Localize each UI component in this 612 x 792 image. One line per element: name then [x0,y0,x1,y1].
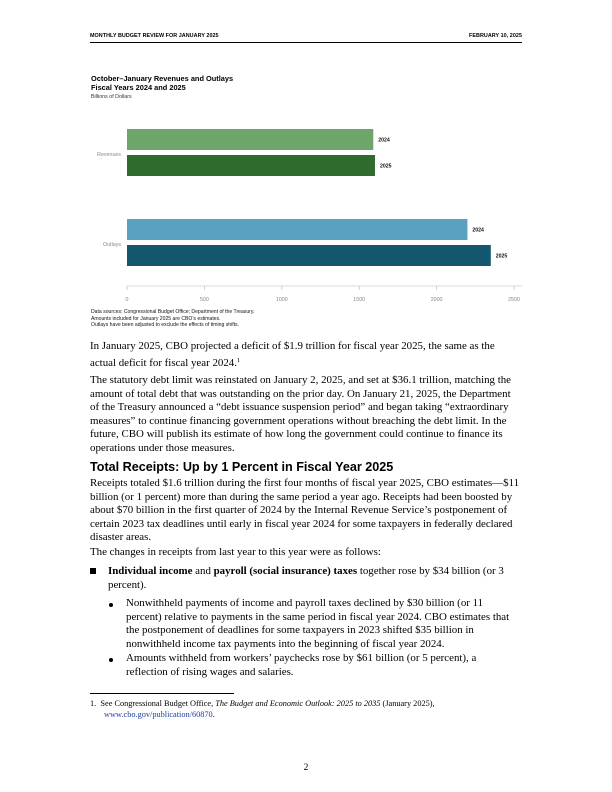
bar-revenues-2024 [127,129,373,150]
square-bullet-icon [90,565,98,573]
bar-revenues-2025 [127,155,375,176]
x-tick-label: 500 [199,297,209,303]
chart-source-line3: Outlays have been adjusted to exclude the effects of timing shifts. [91,322,239,329]
footnote [90,698,522,720]
round-bullet-icon [109,658,113,662]
bar-label-outlays-2024: 2024 [472,227,484,234]
footnote-title: The Budget and Economic Outlook: 2025 to 2035 [215,699,381,708]
bar-outlays-2024 [127,219,467,240]
paragraph-deficit [90,340,522,370]
paragraph-receipts [90,477,522,545]
bar-label-revenues-2025: 2025 [379,163,392,170]
bar-outlays-2025 [127,245,491,266]
x-tick-label: 0 [125,297,129,303]
paragraph-debt-limit [90,374,522,456]
running-header-date: FEBRUARY 10, 2025 [469,33,522,39]
section-heading: Total Receipts: Up by 1 Percent in Fiscal Year 2025 [90,460,394,474]
footnote-number: 1. [90,699,97,708]
chart-unit-label: Billions of Dollars [91,94,132,100]
bar-label-outlays-2025: 2025 [495,253,508,260]
round-bullet-icon [109,603,113,607]
footnote-link[interactable]: www.cbo.gov/publication/60870 [104,710,213,720]
footnote-rule [90,693,234,694]
footnote-post: (January 2025), [380,699,435,708]
sub-bullet-nonwithheld-text: Nonwithheld payments of income and payroll taxes declined by $30 billion (or 11 percent) relative to payments in the same period in fiscal year 2024. CBO estimates that the postponement of deadlines for some taxpayers in 2023 shifted $35 billion in nonwithheld income tax payments into the beginning of fiscal year 2024. [126,597,510,650]
chart-title-line2: Fiscal Years 2024 and 2025 [91,83,186,93]
sub-bullet-withheld-text: Amounts withheld from workers’ paychecks rose by $61 billion (or 5 percent), a reflection of rising wages and salaries. [126,652,477,678]
sub-bullet-nonwithheld [126,597,516,651]
paragraph-receipts-text: Receipts totaled $1.6 trillion during the first four months of fiscal year 2025, CBO estimates—$11 billion (or 1 percent) more than during the same period a year ago. Receipts had been boosted by about $70 billion in the first quarter of 2024 by the Internal Revenue Service’s postponement of certain 2023 tax deadlines until early in fiscal year 2024 for some taxpayers in federally declared disaster areas. [90,477,520,544]
paragraph-changes [90,546,522,560]
bullet-bold-individual-income: Individual income [108,565,193,577]
x-tick-label: 2500 [508,297,520,303]
bullet-income-payroll [108,565,508,592]
category-label-revenues: Revenues [97,152,121,158]
footnote-mark[interactable]: 1 [236,356,241,364]
sub-bullet-withheld [126,652,516,679]
category-label-outlays: Outlays [103,242,121,248]
bullet-mid-text: and [192,565,214,577]
chart-source-line2: Amounts included for January 2025 are CBO’s estimates. [91,315,221,322]
chart-title-line1: October–January Revenues and Outlays [91,74,234,83]
paragraph-deficit-text: In January 2025, CBO projected a deficit of $1.9 trillion for fiscal year 2025, the same as the actual deficit for fiscal year 2024. [90,340,495,369]
bar-label-revenues-2024: 2024 [378,137,390,144]
bullet-bold-payroll: payroll (social insurance) taxes [213,565,358,577]
paragraph-changes-text: The changes in receipts from last year to this year were as follows: [90,546,381,558]
running-header-title: MONTHLY BUDGET REVIEW FOR JANUARY 2025 [90,33,219,39]
x-tick-label: 1500 [353,297,366,303]
chart-source-notes [91,309,254,329]
x-tick-label: 2000 [430,297,443,303]
chart-source-line1: Data sources: Congressional Budget Office; Department of the Treasury. [91,309,255,315]
page-number: 2 [303,763,309,773]
footnote-end: . [212,710,215,720]
paragraph-debt-limit-text: The statutory debt limit was reinstated on January 2, 2025, and set at $36.1 trillion, matching the amount of total debt that was outstanding on the prior day. On January 21, 2025, the Department of the Treasury announced a “debt issuance suspension period” and began taking “extraordinary measures” to continue financing government operations without breaching the debt limit. In the future, CBO will publish its estimate of how long the government could continue to finance its operations under those measures. [90,374,512,454]
revenues-outlays-bar-chart [0,0,612,320]
footnote-pre: See Congressional Budget Office, [100,699,216,708]
bullet-rest-text: together rose by $34 billion (or 3 percent). [108,565,504,591]
x-tick-label: 1000 [275,297,288,303]
